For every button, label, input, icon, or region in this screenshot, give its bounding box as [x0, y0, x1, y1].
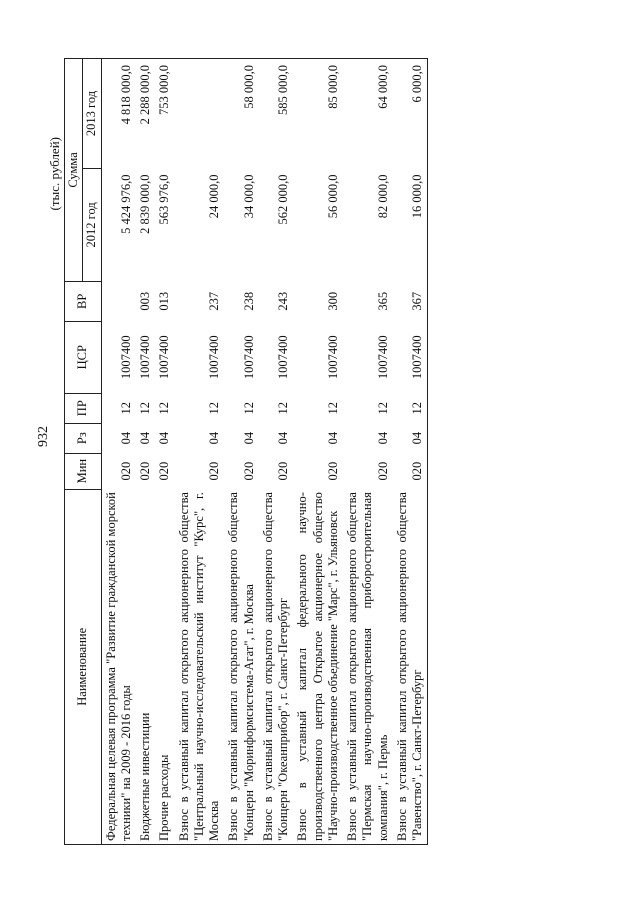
row-name: Взнос в уставный капитал открытого акционерного общества "Пермская научно-производственная приборостроительная компания", г. Пермь: [343, 489, 393, 844]
row-rz: 04: [138, 431, 152, 445]
row-csr: 1007400: [157, 335, 172, 380]
row-rz: 04: [118, 431, 133, 445]
row-pr: 12: [118, 401, 133, 415]
header-row-1: [65, 59, 83, 845]
row-name: Взнос в уставный капитал федерального научно-производственного центра Открытое акционерное общество "Научно-производственное объединение "Марс", г. Ульяновск: [293, 489, 343, 844]
row-min: 020: [375, 461, 390, 481]
row-rz: 04: [157, 431, 172, 445]
row-vr: 300: [325, 291, 340, 311]
header-2013: 2013 год: [83, 59, 101, 169]
row-sum-2013: 58 000,0: [224, 59, 259, 169]
header-2012: 2012 год: [83, 168, 101, 281]
row-pr: 12: [375, 401, 390, 415]
header-rz: Рз: [65, 423, 102, 453]
row-sum-2012: 16 000,0: [393, 168, 428, 281]
row-pr: 12: [241, 401, 256, 415]
header-csr: ЦСР: [65, 321, 102, 393]
row-sum-2012: 24 000,0: [207, 174, 221, 219]
row-sum-2013: 6 000,0: [393, 59, 428, 169]
row-sum-2013: 4 818 000,0: [101, 59, 136, 169]
row-sum-2012: 82 000,0: [375, 174, 390, 219]
row-min: 020: [207, 461, 221, 481]
row-min: 020: [138, 461, 152, 481]
header-min: Мин: [65, 453, 102, 489]
unit-note: (тыс. рублей): [47, 137, 62, 211]
row-sum-2012: 563 976,0: [157, 174, 172, 225]
row-vr: 003: [138, 291, 152, 311]
row-pr: 12: [393, 393, 428, 423]
row-sum-2012: 34 000,0: [241, 174, 256, 219]
row-csr: 1007400: [118, 335, 133, 380]
row-sum-2012: 562 000,0: [276, 174, 290, 225]
table-row: [393, 59, 428, 845]
row-vr: [101, 281, 136, 321]
row-sum-2012: 2 839 000,0: [138, 174, 152, 234]
row-sum-2013: [175, 59, 225, 169]
row-rz: 04: [393, 423, 428, 453]
row-sum-2013: 85 000,0: [293, 59, 343, 169]
row-pr: 12: [325, 401, 340, 415]
row-min: 020: [157, 461, 172, 481]
row-sum-2013: 753 000,0: [155, 59, 174, 169]
row-sum-2013: 64 000,0: [343, 59, 393, 169]
row-min: 020: [276, 461, 290, 481]
table-row: [293, 59, 343, 845]
table-row: [259, 59, 294, 845]
table-row: [101, 59, 136, 845]
row-csr: 1007400: [393, 321, 428, 393]
table-row: [175, 59, 225, 845]
row-min: 020: [393, 453, 428, 489]
row-name: Бюджетные инвестиции: [136, 489, 155, 844]
row-name: Взнос в уставный капитал открытого акционерного общества "Центральный научно-исследовательский институт "Курс", г. Москва: [175, 489, 225, 844]
row-min: 020: [325, 461, 340, 481]
row-vr: 238: [241, 291, 256, 311]
row-name: Прочие расходы: [155, 489, 174, 844]
row-vr: 237: [207, 291, 221, 311]
header-sum: Сумма: [65, 59, 83, 282]
row-min: 020: [241, 461, 256, 481]
header-pr: ПР: [65, 393, 102, 423]
row-vr: 013: [157, 291, 172, 311]
page-number: 932: [36, 426, 51, 447]
table-row: [343, 59, 393, 845]
row-csr: 1007400: [325, 335, 340, 380]
table-row: [224, 59, 259, 845]
row-name: Взнос в уставный капитал открытого акционерного общества "Концерн "Океанприбор", г. Санкт-Петербург: [259, 489, 294, 844]
row-vr: 243: [276, 291, 290, 311]
row-csr: 1007400: [138, 335, 152, 380]
row-name: Федеральная целевая программа "Развитие гражданской морской техники" на 2009 - 2016 годы: [101, 489, 136, 844]
row-min: 020: [118, 461, 133, 481]
table-body: [101, 59, 428, 845]
row-pr: 12: [157, 401, 172, 415]
row-rz: 04: [276, 431, 290, 445]
row-name: Взнос в уставный капитал открытого акционерного общества "Равенство", г. Санкт-Петербург: [393, 489, 428, 844]
row-vr: 367: [393, 281, 428, 321]
row-csr: 1007400: [276, 335, 290, 380]
row-sum-2012: 5 424 976,0: [118, 174, 133, 234]
row-sum-2012: 56 000,0: [325, 174, 340, 219]
row-pr: 12: [276, 401, 290, 415]
row-csr: 1007400: [241, 335, 256, 380]
row-rz: 04: [375, 431, 390, 445]
row-csr: 1007400: [375, 335, 390, 380]
row-vr: 365: [375, 291, 390, 311]
row-pr: 12: [138, 401, 152, 415]
header-vr: ВР: [65, 281, 102, 321]
header-name: Наименование: [65, 489, 102, 844]
row-csr: 1007400: [207, 335, 221, 380]
row-name: Взнос в уставный капитал открытого акционерного общества "Концерн "Моринформсистема-Агат", г. Москва: [224, 489, 259, 844]
row-rz: 04: [207, 431, 221, 445]
row-rz: 04: [325, 431, 340, 445]
budget-table: [64, 58, 428, 845]
row-sum-2013: 2 288 000,0: [136, 59, 155, 169]
table-row: [155, 59, 174, 845]
row-rz: 04: [241, 431, 256, 445]
table-row: [136, 59, 155, 845]
row-pr: 12: [207, 401, 221, 415]
row-sum-2013: 585 000,0: [259, 59, 294, 169]
